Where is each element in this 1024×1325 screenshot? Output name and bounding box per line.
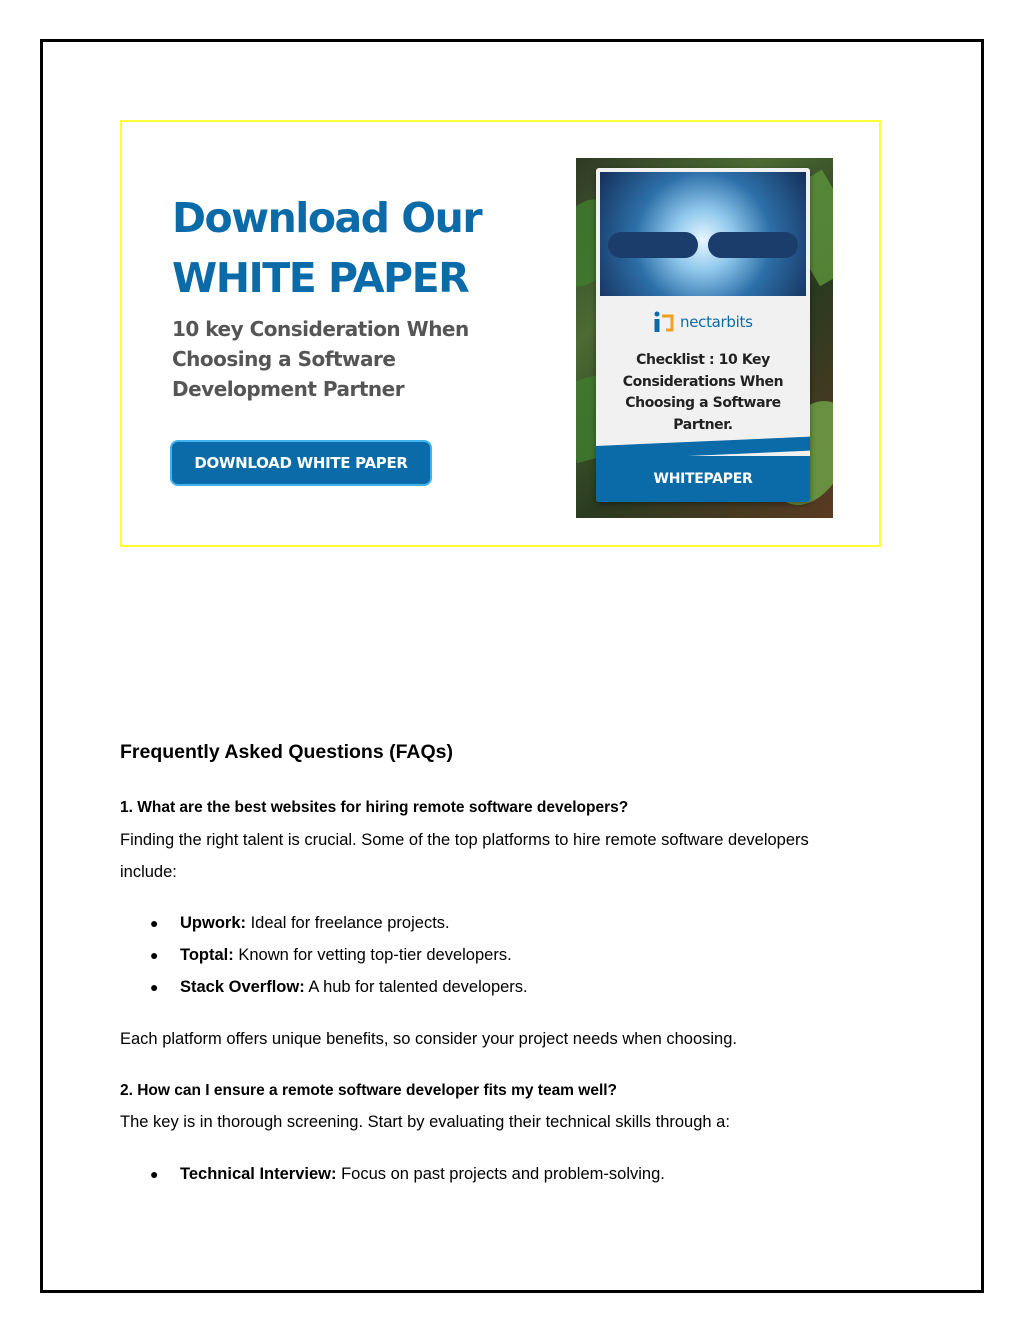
list-item-desc: Known for vetting top-tier developers.	[233, 946, 512, 964]
bullet-icon: ●	[150, 979, 159, 995]
logo-text: nectarbits	[680, 313, 753, 331]
list-item	[150, 946, 512, 965]
faq-answer-1-intro-line1: Finding the right talent is crucial. Some of the top platforms to hire remote software developers	[120, 831, 809, 849]
faq-answer-2-intro: The key is in thorough screening. Start by evaluating their technical skills through a:	[120, 1113, 730, 1131]
faq-answer-1-intro-line2: include:	[120, 863, 177, 881]
list-item-desc: A hub for talented developers.	[304, 978, 528, 996]
list-item	[150, 1165, 665, 1184]
list-item-desc: Focus on past projects and problem-solving.	[336, 1165, 665, 1183]
list-item	[150, 914, 450, 933]
list-item-term: Toptal:	[180, 946, 234, 964]
nectarbits-logo-icon	[652, 310, 674, 334]
list-item-term: Technical Interview:	[180, 1165, 337, 1183]
cover-footer	[596, 456, 810, 502]
handshake-illustration	[600, 172, 806, 296]
faq-heading: Frequently Asked Questions (FAQs)	[120, 741, 454, 763]
download-white-paper-button[interactable]: DOWNLOAD WHITE PAPER	[170, 440, 432, 486]
whitepaper-cover-card	[596, 168, 810, 502]
faq-answer-1-outro: Each platform offers unique benefits, so consider your project needs when choosing.	[120, 1030, 737, 1048]
list-item-term: Upwork:	[180, 914, 246, 932]
banner-headline: Download Our	[172, 194, 482, 242]
list-item-desc: Ideal for freelance projects.	[246, 914, 450, 932]
faq-question-2: 2. How can I ensure a remote software developer fits my team well?	[120, 1082, 618, 1099]
list-item	[150, 978, 528, 997]
whitepaper-cover-image	[576, 158, 833, 518]
banner-headline-emphasis: WHITE PAPER	[172, 254, 469, 302]
list-item-term: Stack Overflow:	[180, 978, 305, 996]
nectarbits-logo	[652, 310, 753, 334]
cover-footer-label: WHITEPAPER	[653, 471, 753, 487]
banner-subtitle: 10 key Consideration When Choosing a Software Development Partner	[172, 317, 469, 401]
bullet-icon: ●	[150, 947, 159, 963]
bullet-icon: ●	[150, 915, 159, 931]
cover-title: Checklist : 10 Key Considerations When Choosing a Software Partner.	[622, 352, 784, 433]
faq-question-1: 1. What are the best websites for hiring remote software developers?	[120, 799, 629, 816]
whitepaper-banner[interactable]	[120, 120, 881, 547]
bullet-icon: ●	[150, 1166, 159, 1182]
